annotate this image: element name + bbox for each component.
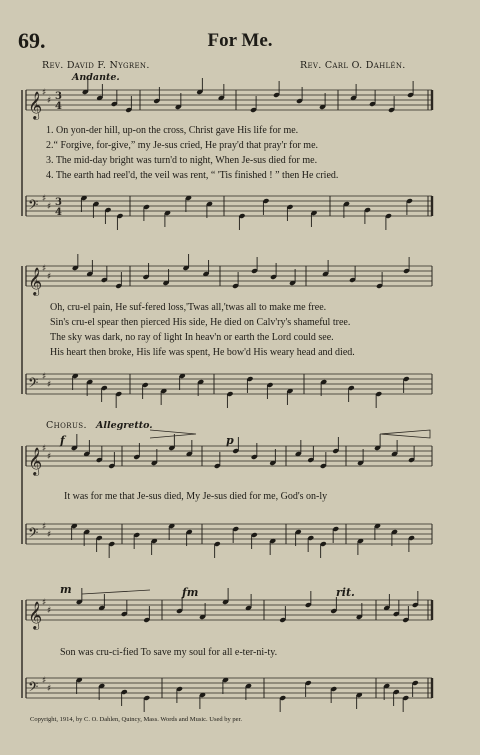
sharp-icon: ♯ [42, 194, 47, 204]
sharp-icon: ♯ [47, 380, 52, 390]
verse-3-line-1: 3. The mid-day bright was turn'd to night, When Je-sus died for me. [46, 155, 318, 166]
bass-clef-icon: 𝄢 [28, 375, 39, 394]
sharp-icon: ♯ [47, 606, 52, 616]
chorus-line-1: It was for me that Je-sus died, My Je-sus died for me, God's on-ly [64, 491, 328, 502]
sharp-icon: ♯ [42, 676, 47, 686]
bass-clef-icon: 𝄢 [28, 679, 39, 698]
treble-clef-icon: 𝄞 [28, 91, 43, 119]
treble-clef-icon: 𝄞 [28, 447, 43, 475]
sharp-icon: ♯ [42, 88, 47, 98]
sharp-icon: ♯ [47, 272, 52, 282]
hymn-title: For Me. [207, 30, 273, 51]
treble-clef-icon: 𝄞 [28, 601, 43, 629]
decrescendo-hairpin [150, 430, 196, 438]
hymn-number: 69. [18, 28, 46, 53]
sharp-icon: ♯ [47, 452, 52, 462]
verse-2-line-2: Sin's cru-el spear then pierced His side, He died on Calv'ry's shameful tree. [50, 317, 351, 328]
sharp-icon: ♯ [47, 202, 52, 212]
dynamic-forte: f [60, 434, 65, 447]
time-signature: 3 [55, 197, 62, 208]
copyright-notice: Copyright, 1914, by C. O. Dahlen, Quincy, Mass. Words and Music. Used by per. [30, 716, 242, 723]
dynamic-mezzo: m [60, 583, 72, 596]
crescendo-hairpin [380, 430, 430, 438]
verse-3-line-2: The sky was dark, no ray of light In heav'n or earth the Lord could see. [50, 332, 334, 343]
sharp-icon: ♯ [42, 522, 47, 532]
sharp-icon: ♯ [47, 684, 52, 694]
lyricist-credit: Rev. David F. Nygren. [42, 60, 150, 71]
sharp-icon: ♯ [47, 530, 52, 540]
bass-clef-icon: 𝄢 [28, 525, 39, 544]
verse-2-line-1: 2.“ Forgive, for-give,” my Je-sus cried, He pray'd that pray'r for me. [46, 140, 319, 151]
verse-4-line-2: His heart then broke, His life was spent, He bow'd His weary head and died. [50, 347, 355, 358]
tempo-allegretto: Allegretto. [96, 420, 153, 431]
sharp-icon: ♯ [42, 264, 47, 274]
tempo-andante: Andante. [72, 72, 120, 83]
verse-1-line-1: 1. On yon-der hill, up-on the cross, Christ gave His life for me. [46, 125, 299, 136]
sharp-icon: ♯ [42, 372, 47, 382]
verse-1-line-2: Oh, cru-el pain, He suf-fered loss,'Twas all,'twas all to make me free. [50, 302, 327, 313]
chorus-label: Chorus. [46, 420, 87, 431]
time-signature: 3 [55, 91, 62, 102]
sharp-icon: ♯ [42, 444, 47, 454]
composer-credit: Rev. Carl O. Dahlén. [300, 60, 406, 71]
dynamic-piano: p [226, 434, 234, 447]
time-signature: 4 [55, 101, 62, 112]
time-signature: 4 [55, 207, 62, 218]
tie-line [82, 590, 150, 594]
chorus-line-2: Son was cru-ci-fied To save my soul for all e-ter-ni-ty. [60, 647, 278, 658]
sharp-icon: ♯ [42, 598, 47, 608]
bass-clef-icon: 𝄢 [28, 197, 39, 216]
verse-4-line-1: 4. The earth had reel'd, the veil was rent, “ 'Tis finished ! ” then He cried. [46, 170, 339, 181]
dynamic-fm: fm [182, 586, 199, 599]
treble-clef-icon: 𝄞 [28, 267, 43, 295]
sharp-icon: ♯ [47, 96, 52, 106]
dynamic-rit: rit. [336, 586, 355, 599]
